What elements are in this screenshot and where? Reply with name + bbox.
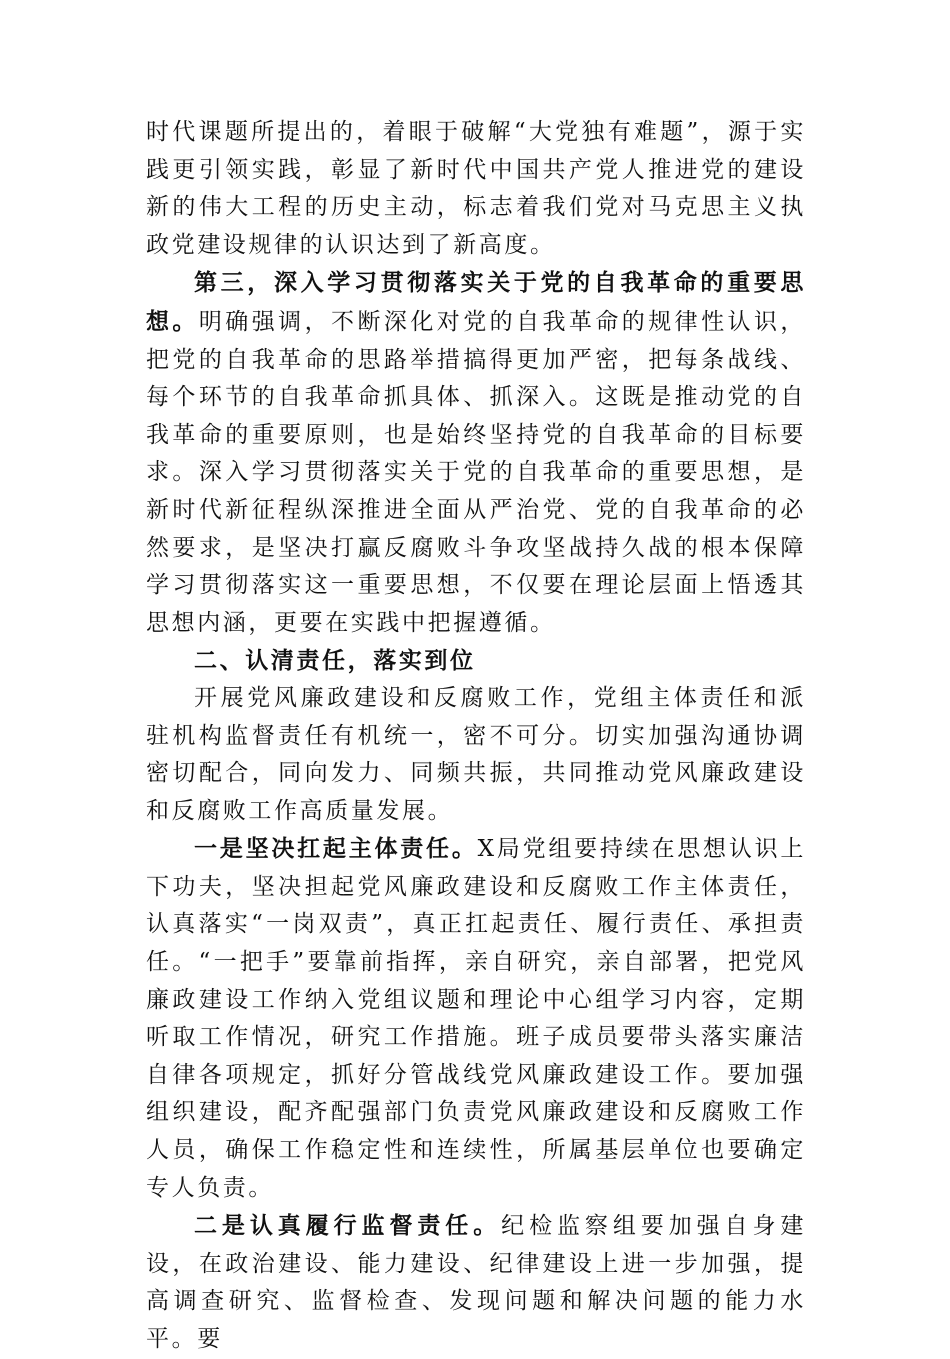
paragraph-text: 开展党风廉政建设和反腐败工作，党组主体责任和派驻机构监督责任有机统一，密不可分。切实加强沟通协调密切配合，同向发力、同频共振，共同推动党风廉政建设和反腐败工作高质量发展。 <box>146 684 806 824</box>
paragraph-lead-bold: 一是坚决扛起主体责任。 <box>194 835 478 863</box>
paragraph-text: 纪检监察组要加强自身建设，在政治建设、能力建设、纪律建设上进一步加强，提高调查研究、监督检查、发现问题和解决问题的能力水平。要 <box>146 1213 806 1352</box>
paragraph-responsibility-intro <box>146 680 806 830</box>
paragraph-continuation <box>146 114 806 264</box>
paragraph-text: X局党组要持续在思想认识上下功夫，坚决担起党风廉政建设和反腐败工作主体责任，认真落实“一岗双责”，真正扛起责任、履行责任、承担责任。“一把手”要靠前指挥，亲自研究，亲自部署，把党风廉政建设工作纳入党组议题和理论中心组学习内容，定期听取工作情况，研究工作措施。班子成员要带头落实廉洁自律各项规定，抓好分管战线党风廉政建设工作。要加强组织建设，配齐配强部门负责党风廉政建设和反腐败工作人员，确保工作稳定性和连续性，所属基层单位也要确定专人负责。 <box>146 836 806 1201</box>
paragraph-lead-bold: 第三，深入学习贯彻落实关于党的自我革命的重要思想。 <box>146 269 806 335</box>
document-page <box>146 114 806 1359</box>
paragraph-text: 明确强调，不断深化对党的自我革命的规律性认识，把党的自我革命的思路举措搞得更加严密，把每条战线、每个环节的自我革命抓具体、抓深入。这既是推动党的自我革命的重要原则，也是始终坚持党的自我革命的目标要求。深入学习贯彻落实关于党的自我革命的重要思想，是新时代新征程纵深推进全面从严治党、党的自我革命的必然要求，是坚决打赢反腐败斗争攻坚战持久战的根本保障学习贯彻落实这一重要思想，不仅要在理论层面上悟透其思想内涵，更要在实践中把握遵循。 <box>146 308 806 636</box>
paragraph-main-responsibility <box>146 830 806 1207</box>
paragraph-supervision-responsibility <box>146 1207 806 1358</box>
paragraph-text: 时代课题所提出的，着眼于破解“大党独有难题”，源于实践更引领实践，彰显了新时代中国共产党人推进党的建设新的伟大工程的历史主动，标志着我们党对马克思主义执政党建设规律的认识达到了新高度。 <box>146 119 806 258</box>
paragraph-third-point <box>146 264 806 642</box>
section-heading: 二、认清责任，落实到位 <box>194 647 476 675</box>
paragraph-lead-bold: 二是认真履行监督责任。 <box>194 1212 502 1240</box>
